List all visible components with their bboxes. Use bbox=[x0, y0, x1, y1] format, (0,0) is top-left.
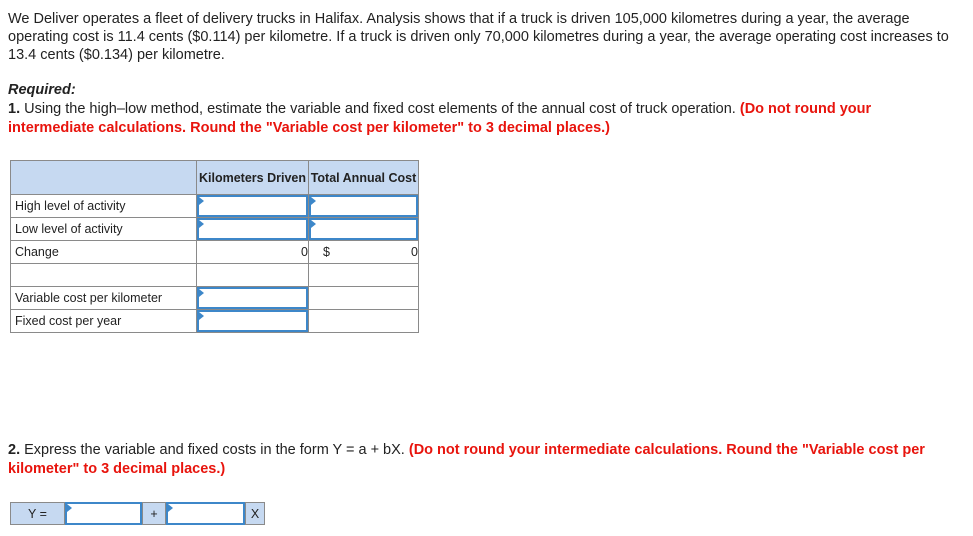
cell-fixed-empty bbox=[309, 310, 419, 333]
cell-fixed-cost bbox=[197, 310, 309, 333]
required-heading: Required: bbox=[8, 82, 76, 98]
header-total-annual-cost: Total Annual Cost bbox=[309, 161, 419, 195]
cell-high-cost bbox=[309, 195, 419, 218]
cell-low-cost bbox=[309, 218, 419, 241]
question-1-instruction: (Do not round your intermediate calculations. Round the "Variable cost per kilometer" to 3 decimal places.) bbox=[8, 101, 872, 136]
cell-low-km bbox=[197, 218, 309, 241]
table-header-row bbox=[11, 161, 419, 195]
question-2-number: 2. bbox=[8, 442, 21, 458]
equation-row bbox=[10, 502, 265, 525]
table-row-variable bbox=[11, 287, 419, 310]
question-1-text: Using the high–low method, estimate the variable and fixed cost elements of the annual cost of truck operation. bbox=[20, 101, 740, 117]
label-high-level: High level of activity bbox=[11, 195, 197, 218]
change-cost-value: 0 bbox=[411, 245, 418, 259]
table-row-fixed bbox=[11, 310, 419, 333]
question-1 bbox=[8, 100, 958, 138]
table-row-spacer bbox=[11, 264, 419, 287]
table-row-change bbox=[11, 241, 419, 264]
table-row-low bbox=[11, 218, 419, 241]
change-dollar-sign: $ bbox=[323, 245, 330, 259]
question-1-number: 1. bbox=[8, 101, 21, 117]
label-fixed-cost: Fixed cost per year bbox=[11, 310, 197, 333]
cell-variable-cost bbox=[197, 287, 309, 310]
cell-high-km bbox=[197, 195, 309, 218]
header-blank-cell bbox=[11, 161, 197, 195]
header-kilometers-driven: Kilometers Driven bbox=[197, 161, 309, 195]
label-low-level: Low level of activity bbox=[11, 218, 197, 241]
equation-y-label: Y = bbox=[10, 502, 65, 525]
fixed-cost-input[interactable] bbox=[197, 310, 308, 332]
change-km-value: 0 bbox=[197, 241, 309, 264]
low-km-input[interactable] bbox=[197, 218, 308, 240]
high-km-input[interactable] bbox=[197, 195, 308, 217]
equation-b-input[interactable] bbox=[166, 502, 245, 525]
spacer-cell-3 bbox=[309, 264, 419, 287]
problem-intro: We Deliver operates a fleet of delivery trucks in Halifax. Analysis shows that if a truck is driven 105,000 kilometres during a year, the average operating cost is 11.4 cents ($0.114) per kilometre. If a truck is driven only 70,000 kilometres during a year, the average operating cost increases to 13.4 cents ($0.134) per kilometre. bbox=[8, 11, 949, 63]
question-2-text: Express the variable and fixed costs in the form Y = a + bX. bbox=[20, 442, 409, 458]
equation-a-input[interactable] bbox=[65, 502, 142, 525]
cell-variable-empty bbox=[309, 287, 419, 310]
label-change: Change bbox=[11, 241, 197, 264]
equation-plus-label: + bbox=[142, 502, 166, 525]
question-2-instruction: (Do not round your intermediate calculations. Round the "Variable cost per kilometer" to 3 decimal places.) bbox=[8, 442, 925, 477]
spacer-cell-2 bbox=[197, 264, 309, 287]
change-cost-cell bbox=[309, 241, 419, 264]
label-variable-cost: Variable cost per kilometer bbox=[11, 287, 197, 310]
high-low-table bbox=[10, 160, 419, 333]
high-cost-input[interactable] bbox=[309, 195, 418, 217]
variable-cost-input[interactable] bbox=[197, 287, 308, 309]
equation-x-label: X bbox=[245, 502, 265, 525]
question-2 bbox=[8, 441, 963, 479]
spacer-cell-1 bbox=[11, 264, 197, 287]
low-cost-input[interactable] bbox=[309, 218, 418, 240]
table-row-high bbox=[11, 195, 419, 218]
